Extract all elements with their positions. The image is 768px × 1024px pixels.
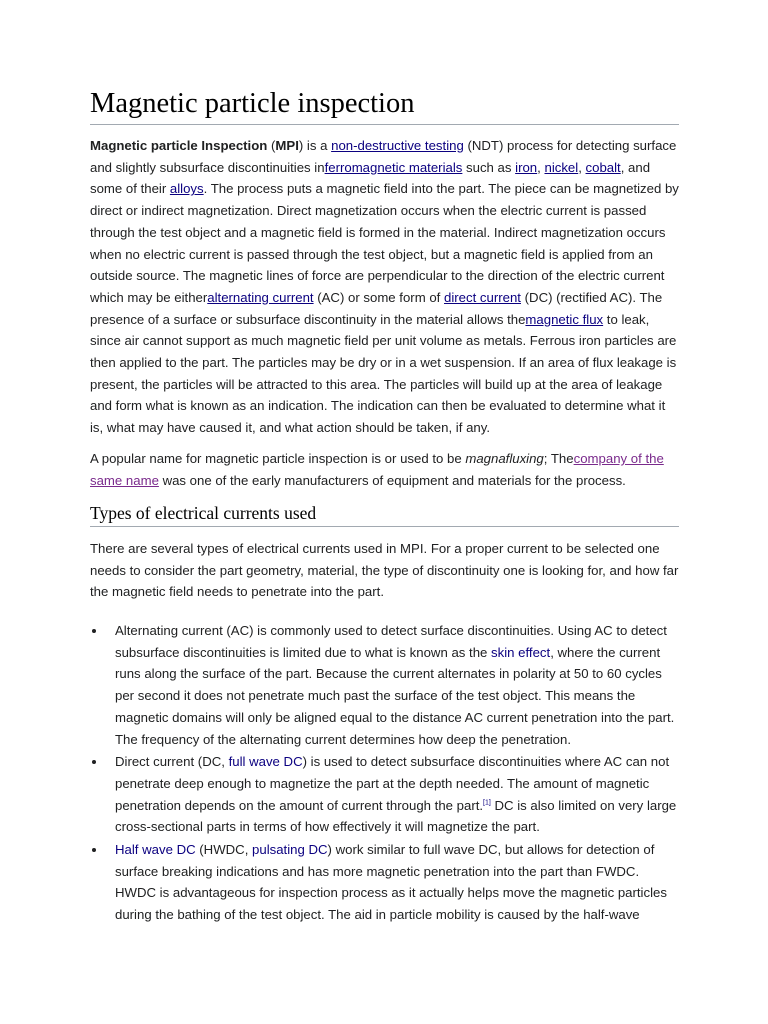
intro-text: to leak, since air cannot support as much magnetic field per unit volume as metals. Ferrous iron particles are then applied to the part. The particles may be dry or in a wet suspension. If an area of flux leakage is present, the particles will be attracted to this area. The particles will build up at the area of leakage and form what is known as an indication. The indication can then be evaluated to determine what it is, what may have caused it, and what action should be taken, if any. (90, 311, 677, 436)
list-text: ) work similar to full wave DC, but allows for detection of surface breaking indications and has more magnetic penetration into the part than FWDC. HWDC is advantageous for inspection process as it actually helps move the magnetic particles during the bathing of the test object. The aid in particle mobility is caused by the half-wave (115, 842, 667, 923)
section-heading-current-types: Types of electrical currents used (90, 502, 679, 527)
link-alloys[interactable]: alloys (169, 181, 204, 197)
popular-text: was one of the early manufacturers of equipment and materials for the process. (158, 472, 626, 488)
link-half-wave-dc[interactable]: Half wave DC (115, 842, 196, 858)
link-company-of-the-same-name[interactable]: company of the same name (90, 451, 664, 488)
popular-text: A popular name for magnetic particle inspection is or used to be (90, 451, 466, 466)
list-text: , where the current runs along the surface of the part. Because the current alternates in polarity at 50 to 60 cycles per second it does not penetrate much past the surface of the test object. This means the magnetic domains will only be aligned equal to the distance AC current penetration into the part. The frequency of the alternating current determines how deep the penetration. (115, 644, 675, 747)
link-full-wave-dc[interactable]: full wave DC (228, 754, 303, 770)
reference-1[interactable]: [1] (483, 799, 491, 807)
link-pulsating-dc[interactable]: pulsating DC (252, 842, 328, 858)
intro-paragraph (90, 135, 679, 439)
list-text: (HWDC, (195, 842, 253, 858)
link-cobalt[interactable]: cobalt (585, 159, 621, 175)
intro-text: ( (267, 138, 276, 153)
link-alternating-current[interactable]: alternating current (207, 289, 314, 305)
intro-text: such as (462, 159, 516, 175)
list-text: Direct current (DC, (115, 754, 229, 770)
intro-abbr: MPI (275, 138, 299, 153)
intro-text: , and some of their (90, 159, 651, 197)
list-text: Alternating current (AC) is commonly used to detect surface discontinuities. Using AC to detect subsurface discontinuities is limited due to what is known as the (115, 623, 667, 660)
current-types-list (90, 620, 679, 927)
link-nickel[interactable]: nickel (544, 159, 579, 175)
popular-name-paragraph (90, 448, 679, 491)
link-iron[interactable]: iron (515, 159, 538, 175)
intro-text: ) is a (298, 138, 332, 153)
intro-text: . The process puts a magnetic field into the part. The piece can be magnetized by direct or indirect magnetization. Direct magnetization occurs when the electric current is passed through the test object and a magnetic field is formed in the material. Indirect magnetization occurs when no electric current is passed through the test object, but a magnetic field is applied from an outside source. The magnetic lines of force are perpendicular to the direction of the electric current which may be either (90, 181, 679, 305)
list-text: DC is also limited on very large cross-sectional parts in terms of how effectively it will magnetize the part. (115, 797, 677, 835)
intro-text: (AC) or some form of (313, 289, 445, 305)
page-title: Magnetic particle inspection (90, 86, 679, 125)
intro-text: , (578, 159, 586, 175)
link-non-destructive-testing[interactable]: non-destructive testing (331, 138, 464, 153)
link-direct-current[interactable]: direct current (444, 289, 521, 305)
intro-text: (NDT) process for detecting surface and slightly subsurface discontinuities in (90, 138, 677, 175)
link-ferromagnetic-materials[interactable]: ferromagnetic materials (324, 159, 463, 175)
intro-text: , (537, 159, 545, 175)
link-skin-effect[interactable]: skin effect (491, 644, 551, 660)
section-intro-paragraph: There are several types of electrical currents used in MPI. For a proper current to be selected one needs to consider the part geometry, material, the type of discontinuity one is looking for, and how far the magnetic field needs to penetrate into the part. (90, 541, 679, 600)
magnafluxing-term: magnafluxing (465, 451, 544, 466)
popular-text: ; The (543, 451, 574, 466)
list-item-hwdc (90, 839, 679, 926)
link-magnetic-flux[interactable]: magnetic flux (525, 311, 604, 327)
list-text: ) is used to detect subsurface discontinuities where AC can not penetrate deep enough to magnetize the part at the depth needed. The amount of magnetic penetration depends on the amount of current through the part. (115, 754, 670, 813)
list-item-dc (90, 751, 679, 838)
intro-text: (DC) (rectified AC). The presence of a surface or subsurface discontinuity in the material allows the (90, 289, 663, 327)
list-item-ac (90, 620, 679, 750)
intro-bold-term: Magnetic particle Inspection (90, 138, 268, 153)
